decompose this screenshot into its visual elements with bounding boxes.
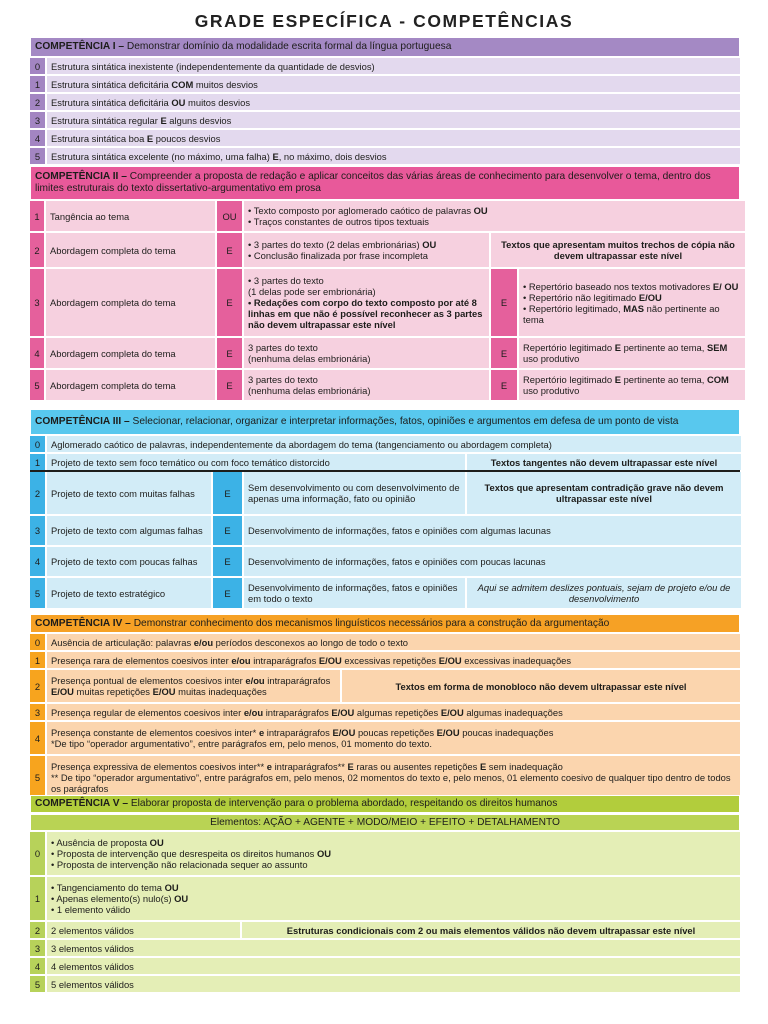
level-description: Estrutura sintática deficitária COM muitos desvios [47,76,740,92]
level-description: 3 elementos válidos [47,940,740,956]
level-description: Projeto de texto sem foco temático ou com foco temático distorcido [47,454,465,470]
competencia-2-description: Compreender a proposta de redação e aplicar conceitos das várias áreas de conhecimento para desenvolver o tema, dentro dos limites estruturais do texto dissertativo-argumentativo em prosa [35,171,711,194]
level-number: 5 [30,976,45,992]
level-label: Projeto de texto com algumas falhas [47,516,211,545]
level-note: Textos que apresentam muitos trechos de cópia não devem ultrapassar este nível [491,233,745,267]
competencia-2-header [30,166,740,200]
competencia-5-description: Elaborar proposta de intervenção para o problema abordado, respeitando os direitos humanos [128,798,558,809]
operator: E [213,516,242,545]
level-number: 5 [30,148,45,164]
level-note: Estruturas condicionais com 2 ou mais elementos válidos não devem ultrapassar este nível [242,922,740,938]
level-criteria: Sem desenvolvimento ou com desenvolvimento de apenas uma informação, fato ou opinião [244,472,465,514]
level-description: 2 elementos válidos [47,922,240,938]
level-description: Aglomerado caótico de palavras, independentemente da abordagem do tema (tangenciamento ou abordagem completa) [47,436,741,452]
operator: E [491,338,517,368]
operator: E [213,472,242,514]
level-description: Presença regular de elementos coesivos inter e/ou intraparágrafos E/OU algumas repetições E/OU algumas inadequações [47,704,740,720]
level-note: Textos tangentes não devem ultrapassar este nível [467,454,741,470]
competencia-5-table [30,832,740,992]
level-description: Estrutura sintática regular E alguns desvios [47,112,740,128]
level-number: 0 [30,436,45,452]
operator: E [213,578,242,608]
level-number: 3 [30,112,45,128]
competencia-3-label: COMPETÊNCIA III – [35,416,130,427]
level-number: 1 [30,877,45,920]
level-number: 1 [30,652,45,668]
competencia-1-label: COMPETÊNCIA I – [35,41,125,52]
level-number: 5 [30,578,45,608]
level-label: Projeto de texto com muitas falhas [47,472,211,514]
level-criteria: Desenvolvimento de informações, fatos e opiniões em todo o texto [244,578,465,608]
level-description: Estrutura sintática excelente (no máximo, uma falha) E, no máximo, dois desvios [47,148,740,164]
level-label: Abordagem completa do tema [46,233,215,267]
operator: E [217,233,242,267]
competencia-2-label: COMPETÊNCIA II – [35,171,127,182]
level-number: 1 [30,454,45,470]
level-description: Presença rara de elementos coesivos inter e/ou intraparágrafos E/OU excessivas repetições E/OU excessivas inadequações [47,652,740,668]
level-label: Tangência ao tema [46,201,215,231]
level-note: Textos que apresentam contradição grave não devem ultrapassar este nível [467,472,741,514]
level-number: 4 [30,958,45,974]
competencia-4-header [30,614,740,633]
level-number: 0 [30,58,45,74]
section-divider [30,470,740,472]
level-criteria: • 3 partes do texto (1 delas pode ser embrionária) • Redações com corpo do texto composto por até 8 linhas em que não é possível reconhecer as 3 partes não devem ultrapassar este nível [244,269,489,336]
competencia-4-label: COMPETÊNCIA IV – [35,617,131,629]
competencia-3-header [30,409,740,435]
level-description: Ausência de articulação: palavras e/ou períodos desconexos ao longo de todo o texto [47,634,740,650]
operator: E [217,338,242,368]
repertoire-criteria: Repertório legitimado E pertinente ao tema, SEM uso produtivo [519,338,745,368]
level-description: Presença pontual de elementos coesivos inter e/ou intraparágrafos E/OU muitas repetições E/OU muitas inadequações [47,670,340,702]
repertoire-criteria: • Repertório baseado nos textos motivadores E/ OU • Repertório não legitimado E/OU • Repertório legitimado, MAS não pertinente ao tema [519,269,745,336]
competencia-3-description: Selecionar, relacionar, organizar e interpretar informações, fatos, opiniões e argumentos em defesa de um ponto de vista [129,416,679,427]
level-criteria: • 3 partes do texto (2 delas embrionárias) OU • Conclusão finalizada por frase incompleta [244,233,489,267]
competencia-4-table [30,634,740,798]
level-number: 0 [30,634,45,650]
operator: E [217,370,242,400]
competencia-1-header [30,37,740,57]
competencia-5-header [30,795,740,813]
level-description: 4 elementos válidos [47,958,740,974]
level-description: Estrutura sintática inexistente (independentemente da quantidade de desvios) [47,58,740,74]
level-number: 2 [30,922,45,938]
level-description: 5 elementos válidos [47,976,740,992]
level-number: 2 [30,233,44,267]
level-label: Projeto de texto estratégico [47,578,211,608]
operator: OU [217,201,242,231]
repertoire-criteria: Repertório legitimado E pertinente ao tema, COM uso produtivo [519,370,745,400]
level-number: 2 [30,670,45,702]
level-number: 3 [30,516,45,545]
competencia-2-table [30,201,740,400]
level-number: 4 [30,338,44,368]
level-criteria: Desenvolvimento de informações, fatos e opiniões com algumas lacunas [244,516,741,545]
competencia-3-table [30,436,740,608]
level-criteria: • Tangenciamento do tema OU • Apenas elemento(s) nulo(s) OU • 1 elemento válido [47,877,740,920]
level-description: Estrutura sintática boa E poucos desvios [47,130,740,146]
level-criteria: 3 partes do texto (nenhuma delas embrionária) [244,370,489,400]
competencia-1-description: Demonstrar domínio da modalidade escrita formal da língua portuguesa [124,41,452,52]
level-criteria: 3 partes do texto (nenhuma delas embrionária) [244,338,489,368]
level-number: 2 [30,472,45,514]
level-description: Presença constante de elementos coesivos inter* e intraparágrafos E/OU poucas repetições E/OU poucas inadequações *De tipo “operador argumentativo”, entre parágrafos em, pelo menos, 01 momento do texto. [47,722,740,754]
level-number: 1 [30,76,45,92]
level-description: Estrutura sintática deficitária OU muitos desvios [47,94,740,110]
level-criteria: • Texto composto por aglomerado caótico de palavras OU • Traços constantes de outros tipos textuais [244,201,745,231]
operator: E [217,269,242,336]
level-number: 0 [30,832,45,875]
level-number: 3 [30,940,45,956]
level-number: 1 [30,201,44,231]
level-note: Textos em forma de monobloco não devem ultrapassar este nível [342,670,740,702]
level-number: 4 [30,130,45,146]
operator: E [491,370,517,400]
level-note: Aqui se admitem deslizes pontuais, sejam de projeto e/ou de desenvolvimento [467,578,741,608]
level-label: Abordagem completa do tema [46,269,215,336]
operator: E [491,269,517,336]
competencia-1-table [30,58,740,164]
competencia-5-elements: Elementos: AÇÃO + AGENTE + MODO/MEIO + EFEITO + DETALHAMENTO [30,814,740,831]
level-label: Abordagem completa do tema [46,370,215,400]
level-number: 4 [30,547,45,576]
level-number: 2 [30,94,45,110]
level-label: Projeto de texto com poucas falhas [47,547,211,576]
page-title: GRADE ESPECÍFICA - COMPETÊNCIAS [194,11,574,31]
level-number: 5 [30,370,44,400]
competencia-5-label: COMPETÊNCIA V – [35,798,129,809]
level-description: Presença expressiva de elementos coesivos inter** e intraparágrafos** E raras ou ausentes repetições E sem inadequação ** De tipo “operador argumentativo”, entre parágrafos em, pelo menos, 02 momentos do texto e, pelo menos, 01 elemento coesivo de qualquer tipo dentro de todos os parágrafos [47,756,740,798]
level-number: 3 [30,704,45,720]
level-label: Abordagem completa do tema [46,338,215,368]
operator: E [213,547,242,576]
level-number: 5 [30,756,45,798]
level-criteria: Desenvolvimento de informações, fatos e opiniões com poucas lacunas [244,547,741,576]
level-number: 4 [30,722,45,754]
competencia-4-description: Demonstrar conhecimento dos mecanismos linguísticos necessários para a construção da argumentação [130,617,610,629]
level-criteria: • Ausência de proposta OU • Proposta de intervenção que desrespeita os direitos humanos OU • Proposta de intervenção não relacionada sequer ao assunto [47,832,740,875]
level-number: 3 [30,269,44,336]
